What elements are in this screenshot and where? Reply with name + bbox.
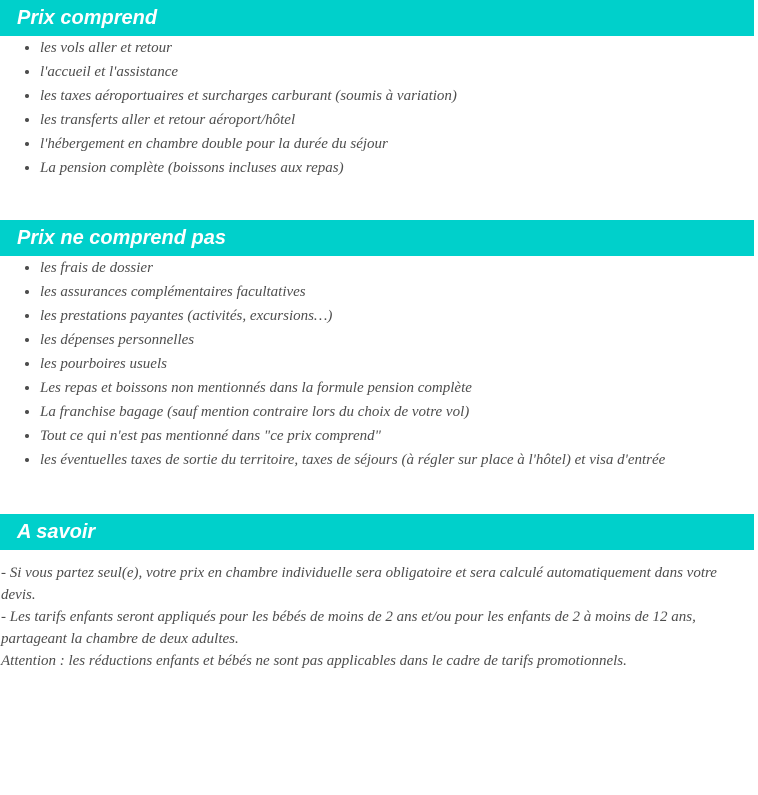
bullet-icon xyxy=(25,118,29,122)
section-title-prix-ne-comprend-pas: Prix ne comprend pas xyxy=(17,227,226,249)
list-item-label: La pension complète (boissons incluses aux repas) xyxy=(40,160,344,176)
section-title-a-savoir: A savoir xyxy=(17,521,96,543)
bullet-icon xyxy=(25,434,29,438)
list-item xyxy=(0,84,758,108)
section-title-prix-comprend: Prix comprend xyxy=(17,7,158,29)
list-item xyxy=(0,256,758,280)
list-item-label: les taxes aéroportuaires et surcharges carburant (soumis à variation) xyxy=(40,88,457,104)
list-item-label: Les repas et boissons non mentionnés dans la formule pension complète xyxy=(40,380,472,396)
list-item-label: les pourboires usuels xyxy=(40,356,167,372)
list-item-label: l'hébergement en chambre double pour la durée du séjour xyxy=(40,136,388,152)
list-item xyxy=(0,328,758,352)
excluded-items-list xyxy=(0,256,758,472)
note-paragraph: - Les tarifs enfants seront appliqués pour les bébés de moins de 2 ans et/ou pour les enfants de 2 à moins de 12 ans, partageant la chambre de deux adultes. xyxy=(1,609,696,647)
list-item-label: La franchise bagage (sauf mention contraire lors du choix de votre vol) xyxy=(40,404,470,420)
list-item xyxy=(0,400,758,424)
bullet-icon xyxy=(25,46,29,50)
list-item-label: les vols aller et retour xyxy=(40,40,172,56)
list-item xyxy=(0,156,758,180)
bullet-icon xyxy=(25,314,29,318)
list-item-label: l'accueil et l'assistance xyxy=(40,64,179,80)
bullet-icon xyxy=(25,142,29,146)
note-paragraph: - Si vous partez seul(e), votre prix en chambre individuelle sera obligatoire et sera calculé automatiquement dans votre devis. xyxy=(1,565,717,603)
note-paragraph: Attention : les réductions enfants et bébés ne sont pas applicables dans le cadre de tarifs promotionnels. xyxy=(1,653,627,669)
list-item xyxy=(0,424,758,448)
bullet-icon xyxy=(25,386,29,390)
list-item xyxy=(0,376,758,400)
list-item xyxy=(0,352,758,376)
list-item-label: les frais de dossier xyxy=(40,260,153,276)
list-item xyxy=(0,304,758,328)
section-header-a-savoir xyxy=(0,514,754,550)
bullet-icon xyxy=(25,94,29,98)
list-item-label: les prestations payantes (activités, excursions…) xyxy=(40,308,333,324)
bullet-icon xyxy=(25,338,29,342)
section-header-prix-comprend xyxy=(0,0,754,36)
bullet-icon xyxy=(25,362,29,366)
bullet-icon xyxy=(25,166,29,170)
bullet-icon xyxy=(25,458,29,462)
list-item xyxy=(0,36,758,60)
included-items-list xyxy=(0,36,758,180)
list-item-label: Tout ce qui n'est pas mentionné dans "ce prix comprend" xyxy=(40,428,381,444)
list-item xyxy=(0,280,758,304)
section-spacer xyxy=(0,472,758,514)
list-item-label: les transferts aller et retour aéroport/hôtel xyxy=(40,112,296,128)
a-savoir-notes xyxy=(0,550,758,672)
list-item-label: les dépenses personnelles xyxy=(40,332,195,348)
section-header-prix-ne-comprend-pas xyxy=(0,220,754,256)
bullet-icon xyxy=(25,410,29,414)
section-spacer xyxy=(0,180,758,220)
list-item-label: les assurances complémentaires facultatives xyxy=(40,284,306,300)
list-item xyxy=(0,108,758,132)
bullet-icon xyxy=(25,70,29,74)
list-item-label: les éventuelles taxes de sortie du territoire, taxes de séjours (à régler sur place à l'hôtel) et visa d'entrée xyxy=(40,452,666,468)
bullet-icon xyxy=(25,266,29,270)
bullet-icon xyxy=(25,290,29,294)
list-item xyxy=(0,448,758,472)
list-item xyxy=(0,60,758,84)
list-item xyxy=(0,132,758,156)
